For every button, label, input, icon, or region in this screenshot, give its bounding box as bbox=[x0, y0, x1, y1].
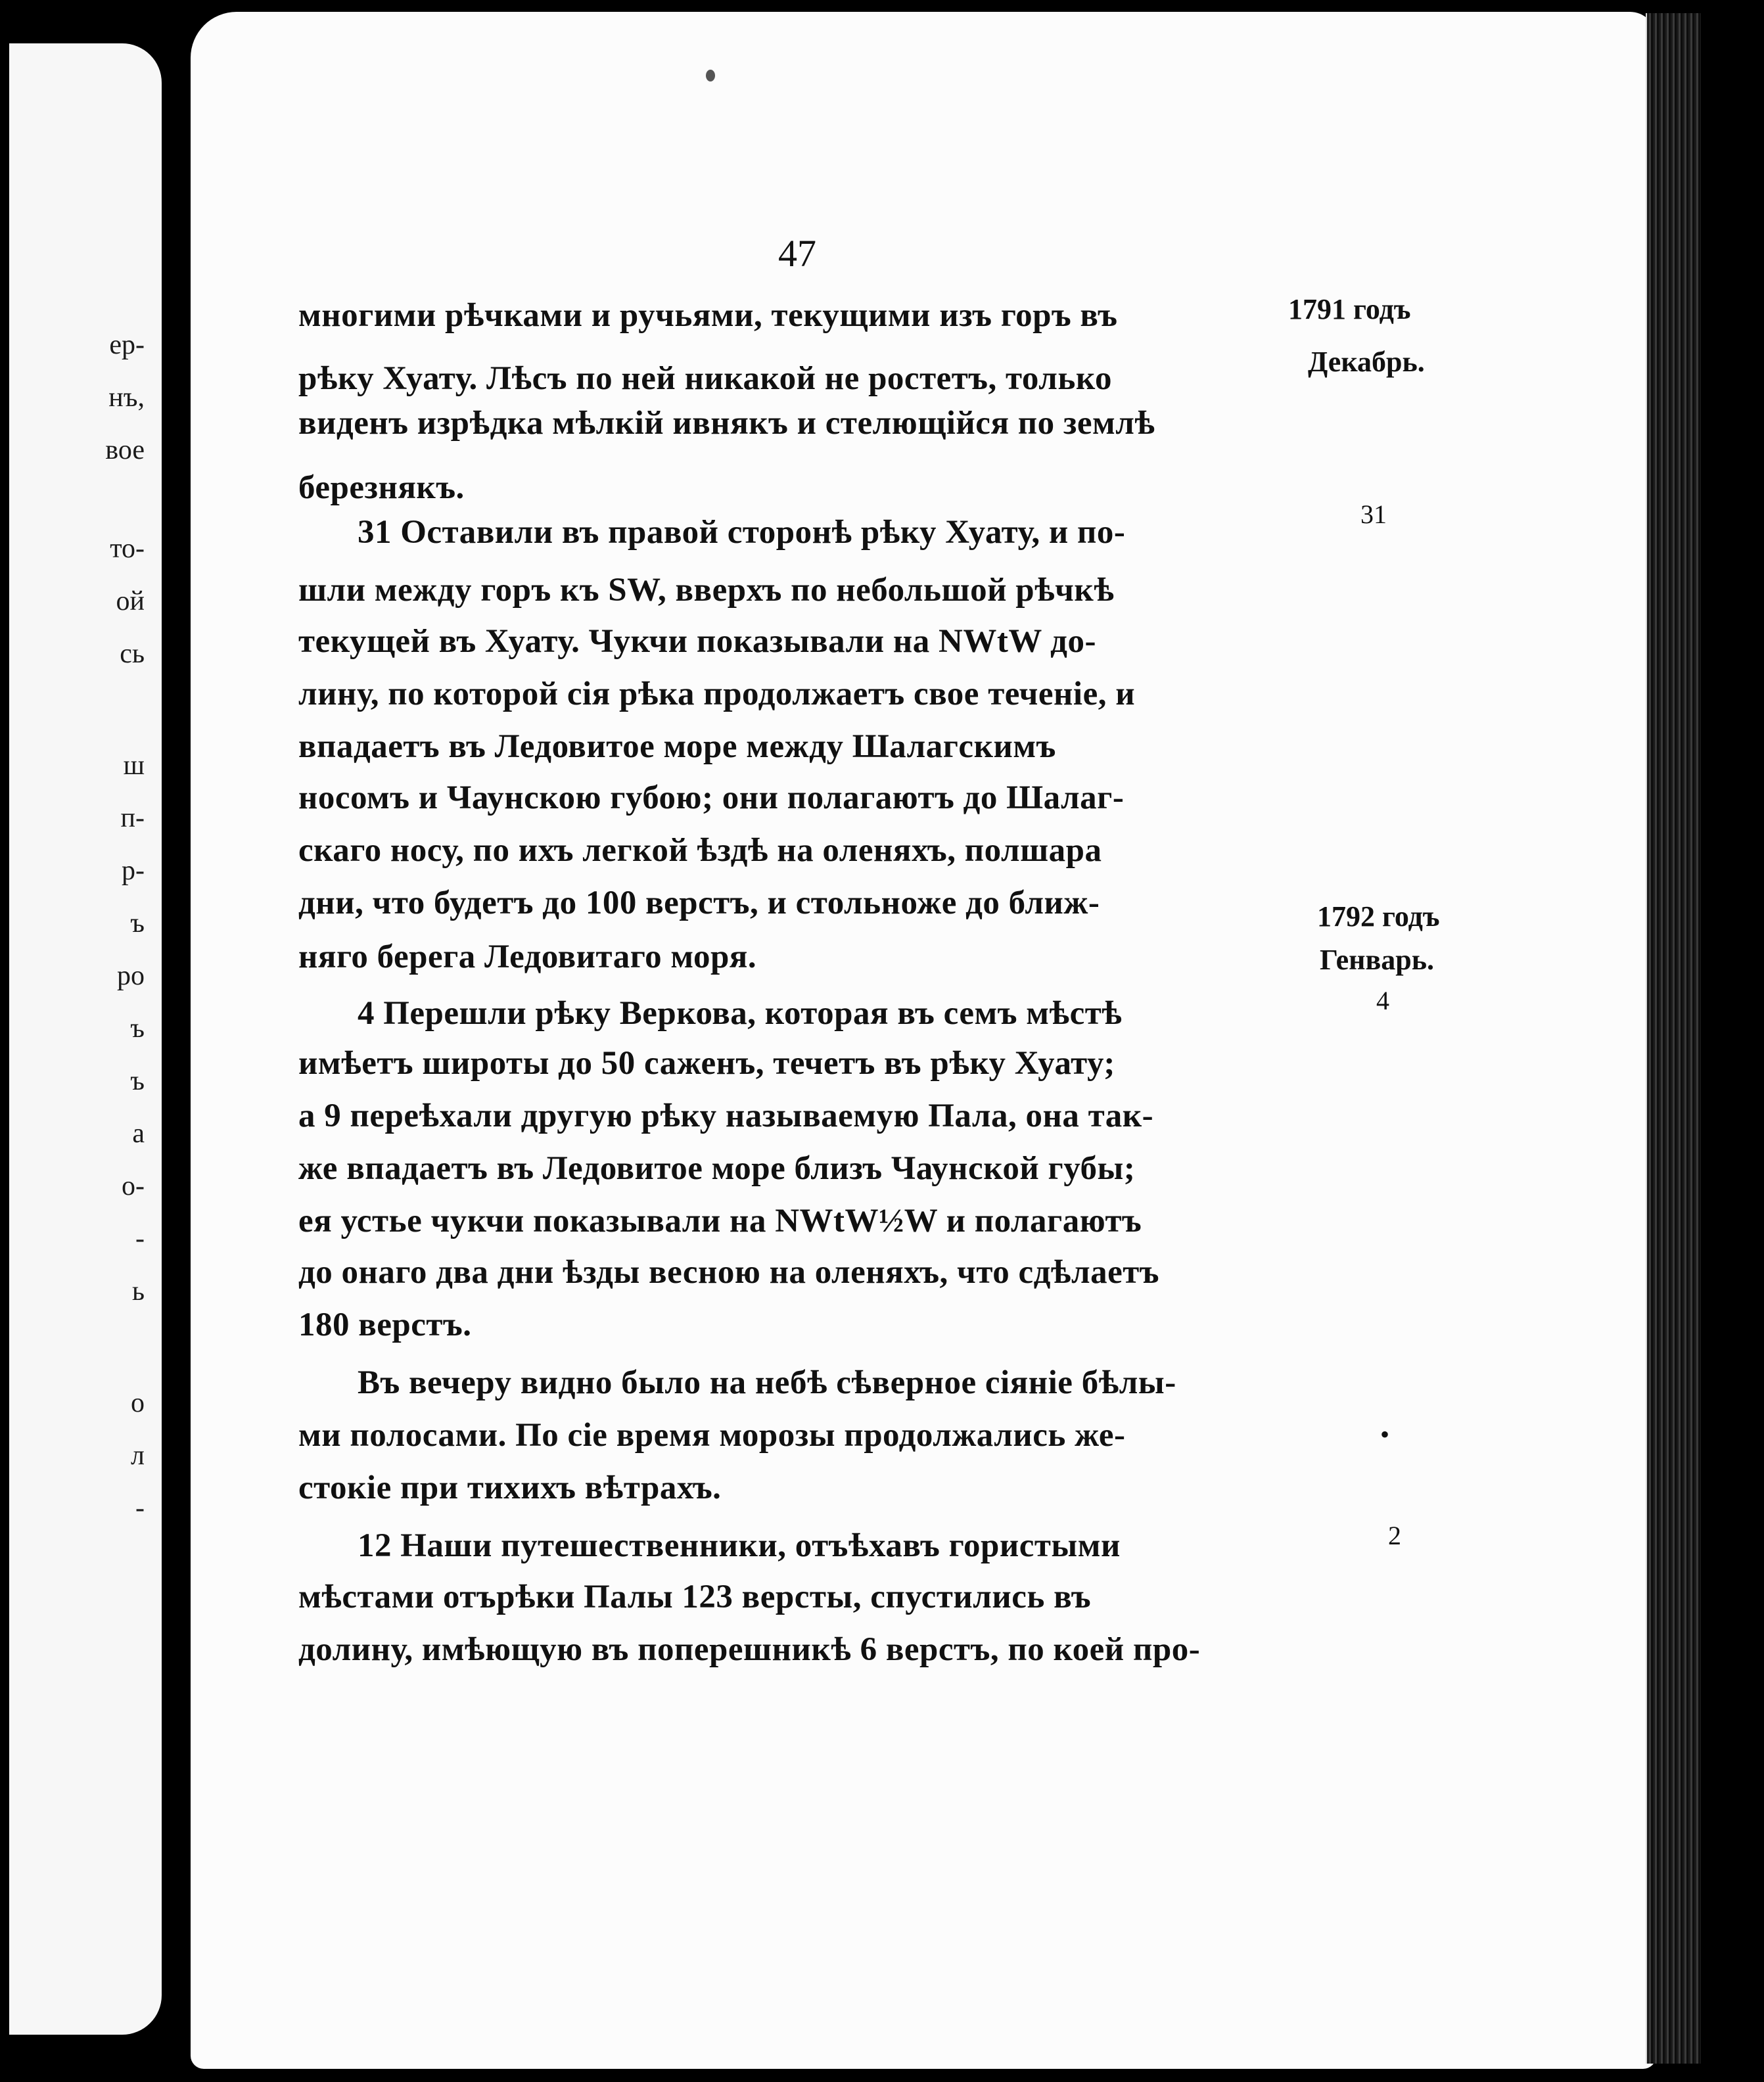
text-line: березнякъ. bbox=[298, 469, 465, 506]
text-line: же впадаетъ въ Ледовитое море близъ Чаунской губы; bbox=[298, 1150, 1136, 1187]
left-page-fragment: а bbox=[132, 1119, 145, 1149]
left-page-fragment: ъ bbox=[130, 1066, 145, 1096]
text-line: скаго носу, по ихъ легкой ѣздѣ на оленяхъ, полшара bbox=[298, 832, 1102, 869]
text-line: текущей въ Хуату. Чукчи показывали на NWtW до- bbox=[298, 623, 1096, 660]
margin-day: 4 bbox=[1376, 986, 1389, 1015]
margin-day: 31 bbox=[1360, 499, 1387, 529]
left-page-fragment: нъ, bbox=[108, 382, 145, 413]
facing-page-left bbox=[9, 43, 162, 2035]
text-line: ея устье чукчи показывали на NWtW½W и полагаютъ bbox=[298, 1203, 1142, 1239]
left-page-fragment: р- bbox=[122, 856, 145, 886]
text-line: впадаетъ въ Ледовитое море между Шалагскимъ bbox=[298, 728, 1056, 765]
text-line: лину, по которой сія рѣка продолжаетъ свое теченіе, и bbox=[298, 676, 1136, 712]
left-page-fragment: то- bbox=[110, 534, 145, 564]
text-line: виденъ изрѣдка мѣлкій ивнякъ и стелющійся по землѣ bbox=[298, 405, 1155, 442]
left-page-fragment: ъ bbox=[130, 908, 145, 938]
left-page-fragment: о bbox=[131, 1388, 145, 1418]
text-line: 180 верстъ. bbox=[298, 1307, 472, 1343]
text-line: няго берега Ледовитаго моря. bbox=[298, 938, 757, 975]
page-stack-edge bbox=[1647, 13, 1701, 2064]
text-line: 4 Перешли рѣку Веркова, которая въ семъ мѣстѣ bbox=[358, 995, 1123, 1032]
left-page-fragment: ь bbox=[131, 1276, 145, 1307]
text-line: дни, что будетъ до 100 верстъ, и стольножe до ближ- bbox=[298, 885, 1100, 921]
text-line: Въ вечеру видно было на небѣ сѣверное сіяніе бѣлы- bbox=[358, 1364, 1176, 1401]
left-page-fragment: л bbox=[131, 1441, 145, 1471]
left-page-fragment: вое bbox=[105, 435, 145, 465]
text-line: 12 Наши путешественники, отъѣхавъ гористыми bbox=[358, 1527, 1121, 1564]
text-line: а 9 переѣхали другую рѣку называемую Пала, она так- bbox=[298, 1098, 1154, 1134]
left-page-fragment: сь bbox=[120, 639, 145, 669]
left-page-fragment: о- bbox=[122, 1171, 145, 1201]
left-page-fragment: ой bbox=[116, 586, 145, 616]
left-page-fragment: - bbox=[135, 1493, 145, 1523]
text-line: 31 Оставили въ правой сторонѣ рѣку Хуату, и по- bbox=[358, 514, 1126, 551]
left-page-fragment: ъ bbox=[130, 1013, 145, 1044]
margin-month: Генварь. bbox=[1320, 944, 1435, 976]
text-line: мѣстами отърѣки Палы 123 версты, спустились въ bbox=[298, 1579, 1092, 1615]
text-line: ми полосами. По сіе время морозы продолжались же- bbox=[298, 1417, 1126, 1454]
margin-month: Декабрь. bbox=[1308, 346, 1425, 378]
margin-dot-mark: • bbox=[1380, 1420, 1390, 1449]
scan-frame-right bbox=[1701, 0, 1764, 2082]
left-page-fragment: ш bbox=[123, 751, 145, 781]
left-page-fragment: п- bbox=[120, 803, 145, 833]
margin-year: 1791 годъ bbox=[1288, 293, 1411, 325]
margin-year: 1792 годъ bbox=[1317, 900, 1440, 933]
text-line: многими рѣчками и ручьями, текущими изъ горъ въ bbox=[298, 297, 1118, 334]
text-line: рѣку Хуату. Лѣсъ по ней никакой не ростетъ, только bbox=[298, 360, 1113, 397]
page-number: 47 bbox=[778, 232, 816, 275]
book-gutter bbox=[162, 26, 193, 2064]
text-line: шли между горъ къ SW, вверхъ по небольшой рѣчкѣ bbox=[298, 572, 1115, 609]
text-line: долину, имѣющую въ поперешникѣ 6 верстъ, по коей про- bbox=[298, 1631, 1201, 1668]
text-line: носомъ и Чаунскою губою; они полагаютъ до Шалаг- bbox=[298, 779, 1125, 816]
margin-day: 2 bbox=[1388, 1521, 1401, 1550]
left-page-fragment: - bbox=[135, 1224, 145, 1254]
paper-speck bbox=[706, 70, 715, 81]
left-page-fragment: ро bbox=[117, 961, 145, 991]
text-line: имѣетъ широты до 50 саженъ, течетъ въ рѣку Хуату; bbox=[298, 1045, 1115, 1082]
text-line: стокіе при тихихъ вѣтрахъ. bbox=[298, 1469, 722, 1506]
text-line: до онаго два дни ѣзды весною на оленяхъ, что сдѣлаетъ bbox=[298, 1254, 1160, 1291]
left-page-fragment: ер- bbox=[109, 330, 145, 360]
